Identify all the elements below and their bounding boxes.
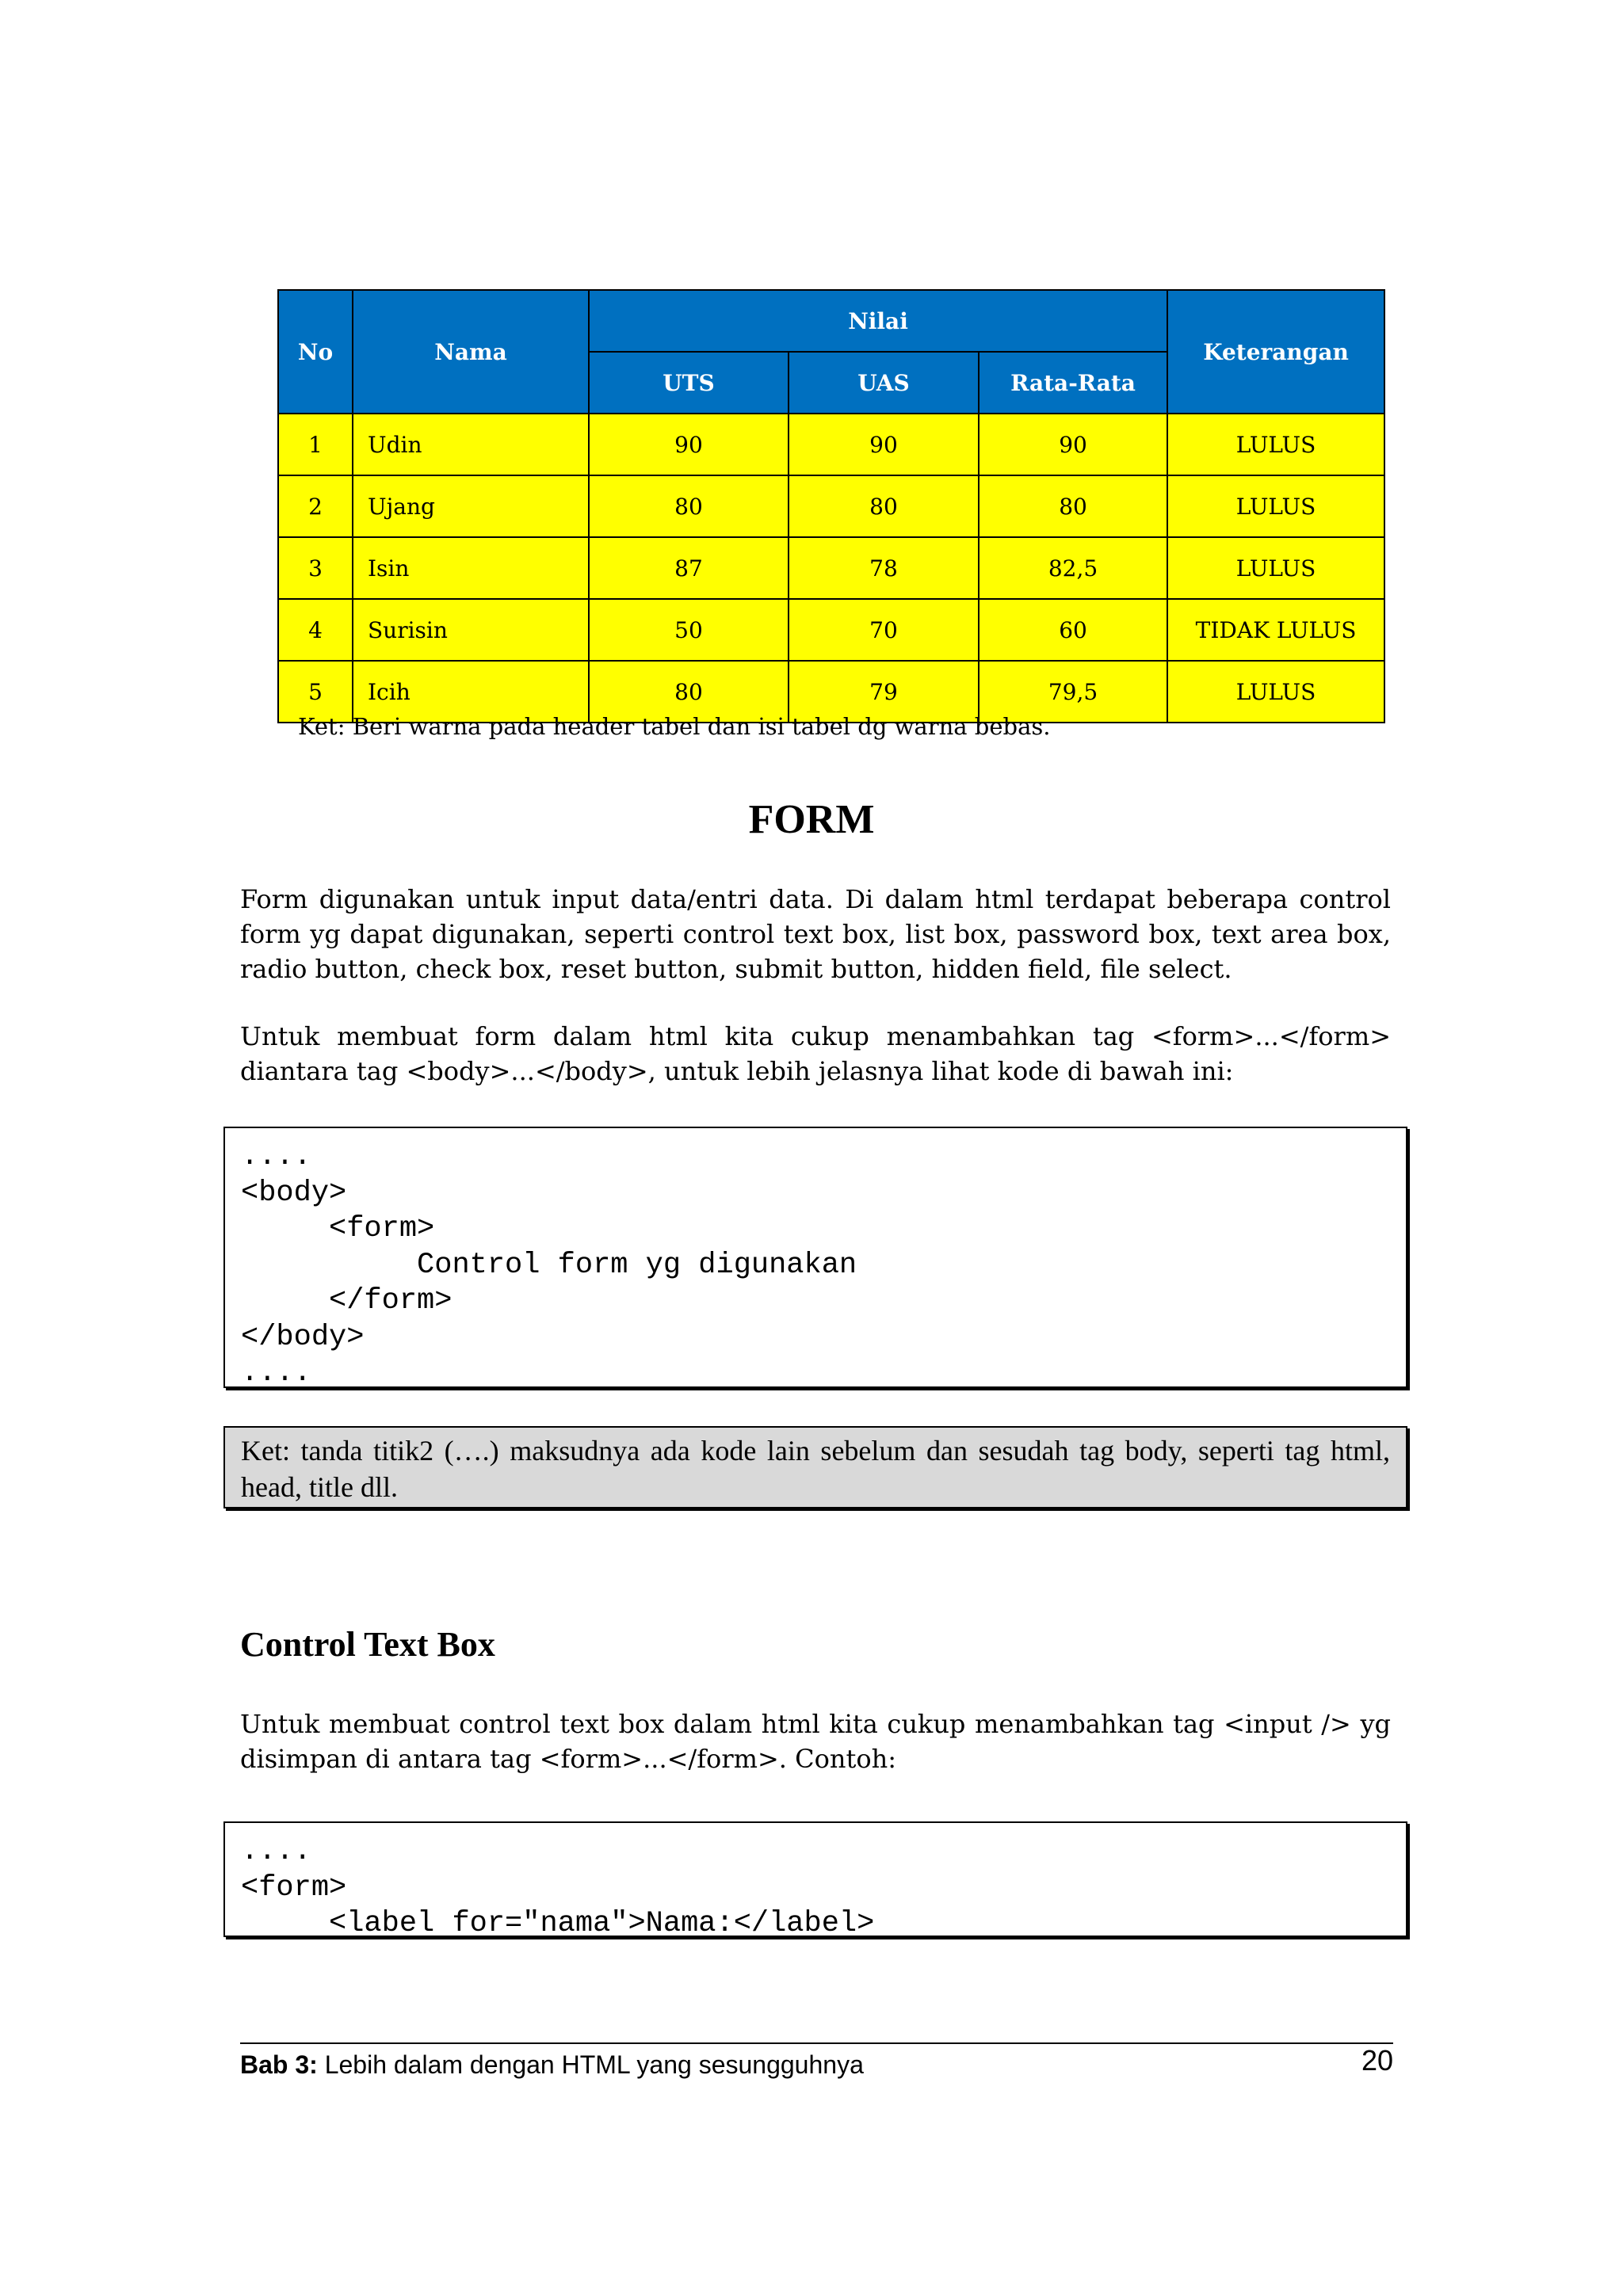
paragraph-form-intro: Form digunakan untuk input data/entri data. Di dalam html terdapat beberapa control form yg dapat digunakan, seperti control text box, list box, password box, text area box, radio button, check box, reset button, submit button, hidden field, file select.: [240, 884, 1391, 984]
cell-keterangan: TIDAK LULUS: [1167, 599, 1384, 661]
header-nilai: Nilai: [589, 290, 1167, 352]
cell-uts: 50: [589, 599, 789, 661]
page-number: 20: [1361, 2044, 1393, 2077]
section-title: FORM: [748, 797, 875, 842]
cell-uts: 80: [589, 475, 789, 537]
table-note: Ket: Beri warna pada header tabel dan isi tabel dg warna bebas.: [298, 713, 1051, 740]
cell-uas: 78: [789, 537, 979, 599]
cell-nama: Ujang: [353, 475, 589, 537]
header-nama: Nama: [353, 290, 589, 414]
dots-explanation-note: Ket: tanda titik2 (….) maksudnya ada kode lain sebelum dan sesudah tag body, seperti tag html, head, title dll.: [223, 1426, 1407, 1508]
header-keterangan: Keterangan: [1167, 290, 1384, 414]
paragraph-form-usage: Untuk membuat form dalam html kita cukup menambahkan tag <form>...</form> diantara tag <body>...</body>, untuk lebih jelasnya lihat kode di bawah ini:: [240, 1021, 1391, 1086]
code-block-text-box: .... <form> <label for="nama">Nama:</label>: [223, 1821, 1407, 1937]
footer-chapter-label: Bab 3:: [240, 2050, 318, 2079]
footer-chapter: [240, 2050, 864, 2080]
cell-nama: Udin: [353, 414, 589, 475]
cell-nama: Icih: [353, 661, 589, 723]
cell-rata-rata: 90: [979, 414, 1167, 475]
cell-uas: 70: [789, 599, 979, 661]
header-uas: UAS: [789, 352, 979, 414]
table-row: [278, 599, 1384, 661]
cell-no: 1: [278, 414, 353, 475]
cell-rata-rata: 79,5: [979, 661, 1167, 723]
header-no: No: [278, 290, 353, 414]
cell-uts: 87: [589, 537, 789, 599]
cell-uas: 90: [789, 414, 979, 475]
footer-chapter-title: Lebih dalam dengan HTML yang sesungguhnya: [317, 2050, 864, 2079]
cell-no: 4: [278, 599, 353, 661]
cell-uts: 90: [589, 414, 789, 475]
cell-keterangan: LULUS: [1167, 475, 1384, 537]
cell-rata-rata: 82,5: [979, 537, 1167, 599]
cell-keterangan: LULUS: [1167, 414, 1384, 475]
footer-divider: [240, 2042, 1393, 2044]
cell-no: 3: [278, 537, 353, 599]
subsection-title: Control Text Box: [240, 1625, 495, 1664]
cell-keterangan: LULUS: [1167, 537, 1384, 599]
code-block-body-form: .... <body> <form> Control form yg digunakan </form> </body> ....: [223, 1127, 1407, 1388]
cell-nama: Surisin: [353, 599, 589, 661]
table-row: [278, 475, 1384, 537]
cell-nama: Isin: [353, 537, 589, 599]
cell-uts: 80: [589, 661, 789, 723]
table-row: [278, 414, 1384, 475]
table-row: [278, 537, 1384, 599]
grade-table: [277, 289, 1385, 723]
cell-rata-rata: 80: [979, 475, 1167, 537]
paragraph-text-box: Untuk membuat control text box dalam html kita cukup menambahkan tag <input /> yg disimpan di antara tag <form>...</form>. Contoh:: [240, 1709, 1391, 1774]
cell-uas: 79: [789, 661, 979, 723]
cell-uas: 80: [789, 475, 979, 537]
cell-keterangan: LULUS: [1167, 661, 1384, 723]
cell-rata-rata: 60: [979, 599, 1167, 661]
cell-no: 2: [278, 475, 353, 537]
cell-no: 5: [278, 661, 353, 723]
header-uts: UTS: [589, 352, 789, 414]
header-rata-rata: Rata-Rata: [979, 352, 1167, 414]
